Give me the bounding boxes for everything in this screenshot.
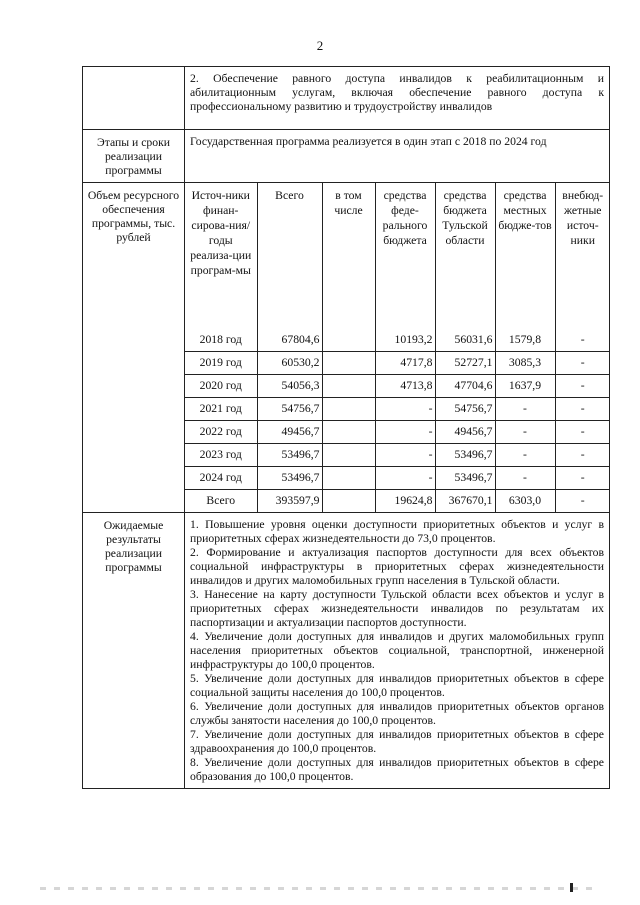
funding-local: - xyxy=(495,444,555,467)
funding-local: 3085,3 xyxy=(495,352,555,375)
funding-extrabudget: - xyxy=(555,375,610,398)
funding-local: - xyxy=(495,421,555,444)
funding-extrabudget: - xyxy=(555,352,610,375)
funding-header-row xyxy=(185,183,610,329)
funding-local: 6303,0 xyxy=(495,490,555,513)
funding-regional: 367670,1 xyxy=(435,490,495,513)
funding-federal: - xyxy=(375,421,435,444)
stages-text: Государственная программа реализуется в один этап с 2018 по 2024 год xyxy=(185,130,610,183)
funding-total: 53496,7 xyxy=(257,467,322,490)
stages-label: Этапы и сроки реализации программы xyxy=(83,130,185,183)
funding-including xyxy=(322,329,375,352)
funding-total: 54056,3 xyxy=(257,375,322,398)
funding-year: 2020 год xyxy=(185,375,257,398)
funding-extrabudget: - xyxy=(555,421,610,444)
results-row xyxy=(83,513,610,789)
funding-total: 49456,7 xyxy=(257,421,322,444)
funding-year: 2022 год xyxy=(185,421,257,444)
funding-row xyxy=(185,375,610,398)
funding-extrabudget: - xyxy=(555,398,610,421)
stages-row xyxy=(83,130,610,183)
funding-year: 2021 год xyxy=(185,398,257,421)
funding-row xyxy=(185,444,610,467)
funding-row xyxy=(185,467,610,490)
funding-year: 2018 год xyxy=(185,329,257,352)
result-item: 2. Формирование и актуализация паспортов доступности для всех объектов социальной инфраструктуры в приоритетных сферах жизнедеятельности инвалидов и других маломобильных групп населения в Тульской области. xyxy=(190,546,604,587)
header-regional: средства бюджета Тульской области xyxy=(435,183,495,329)
header-including: в том числе xyxy=(322,183,375,329)
funding-row xyxy=(185,490,610,513)
funding-row xyxy=(185,329,610,352)
funding-including xyxy=(322,352,375,375)
goal-item-text: 2. Обеспечение равного доступа инвалидов к реабилитационным и абилитационным услугам, включая обеспечение равного доступа к профессиональному развитию и трудоустройству инвалидов xyxy=(185,67,610,130)
result-item: 7. Увеличение доли доступных для инвалидов приоритетных объектов в сфере здравоохранения до 100,0 процентов. xyxy=(190,728,604,755)
funding-local: 1579,8 xyxy=(495,329,555,352)
funding-row xyxy=(185,421,610,444)
goal-label-cell xyxy=(83,67,185,130)
result-item: 8. Увеличение доли доступных для инвалидов приоритетных объектов в сфере образования до 100,0 процентов. xyxy=(190,756,604,783)
header-extrabudget: внебюд-жетные источ-ники xyxy=(555,183,610,329)
resources-row xyxy=(83,183,610,513)
header-federal: средства феде-рального бюджета xyxy=(375,183,435,329)
funding-including xyxy=(322,467,375,490)
page-number: 2 xyxy=(316,38,324,53)
funding-table xyxy=(185,183,610,512)
funding-total: 60530,2 xyxy=(257,352,322,375)
header-local: средства местных бюдже-тов xyxy=(495,183,555,329)
funding-regional: 53496,7 xyxy=(435,444,495,467)
scan-mark xyxy=(570,883,573,892)
funding-federal: - xyxy=(375,398,435,421)
funding-federal: 10193,2 xyxy=(375,329,435,352)
result-item: 4. Увеличение доли доступных для инвалидов и других маломобильных групп населения приоритетных объектов социальной, транспортной, инженерной инфраструктуры до 100,0 процентов. xyxy=(190,630,604,671)
header-sources: Источ-ники финан-сирова-ния/годы реализа-ции програм-мы xyxy=(185,183,257,329)
funding-regional: 49456,7 xyxy=(435,421,495,444)
resources-cell xyxy=(185,183,610,513)
funding-regional: 53496,7 xyxy=(435,467,495,490)
funding-including xyxy=(322,490,375,513)
funding-local: 1637,9 xyxy=(495,375,555,398)
funding-regional: 47704,6 xyxy=(435,375,495,398)
funding-extrabudget: - xyxy=(555,444,610,467)
resources-label: Объем ресурсного обеспечения программы, тыс. рублей xyxy=(83,183,185,513)
result-item: 5. Увеличение доли доступных для инвалидов приоритетных объектов в сфере социальной защиты населения до 100,0 процентов. xyxy=(190,672,604,699)
funding-year: 2019 год xyxy=(185,352,257,375)
funding-regional: 56031,6 xyxy=(435,329,495,352)
result-item: 1. Повышение уровня оценки доступности приоритетных объектов и услуг в приоритетных сферах жизнедеятельности до 73,0 процентов. xyxy=(190,518,604,545)
funding-total: 67804,6 xyxy=(257,329,322,352)
funding-row xyxy=(185,352,610,375)
funding-federal: - xyxy=(375,444,435,467)
funding-total: 54756,7 xyxy=(257,398,322,421)
funding-regional: 52727,1 xyxy=(435,352,495,375)
funding-federal: - xyxy=(375,467,435,490)
result-item: 3. Нанесение на карту доступности Тульской области всех объектов и услуг в приоритетных сферах жизнедеятельности инвалидов по результатам их паспортизации и актуализации паспортов доступности. xyxy=(190,588,604,629)
results-list xyxy=(185,513,610,789)
funding-local: - xyxy=(495,467,555,490)
funding-extrabudget: - xyxy=(555,329,610,352)
funding-extrabudget: - xyxy=(555,467,610,490)
funding-year: 2023 год xyxy=(185,444,257,467)
goal-row xyxy=(83,67,610,130)
funding-extrabudget: - xyxy=(555,490,610,513)
header-total: Всего xyxy=(257,183,322,329)
funding-including xyxy=(322,444,375,467)
funding-including xyxy=(322,398,375,421)
results-label: Ожидаемые результаты реализации программы xyxy=(83,513,185,789)
result-item: 6. Увеличение доли доступных для инвалидов приоритетных объектов органов службы занятости населения до 100,0 процентов. xyxy=(190,700,604,727)
funding-regional: 54756,7 xyxy=(435,398,495,421)
funding-total: 393597,9 xyxy=(257,490,322,513)
funding-year: 2024 год xyxy=(185,467,257,490)
program-passport-table xyxy=(82,66,610,789)
scan-artifact xyxy=(40,887,600,890)
funding-including xyxy=(322,421,375,444)
funding-total: 53496,7 xyxy=(257,444,322,467)
funding-federal: 19624,8 xyxy=(375,490,435,513)
funding-including xyxy=(322,375,375,398)
funding-row xyxy=(185,398,610,421)
funding-year: Всего xyxy=(185,490,257,513)
funding-federal: 4717,8 xyxy=(375,352,435,375)
funding-federal: 4713,8 xyxy=(375,375,435,398)
funding-local: - xyxy=(495,398,555,421)
